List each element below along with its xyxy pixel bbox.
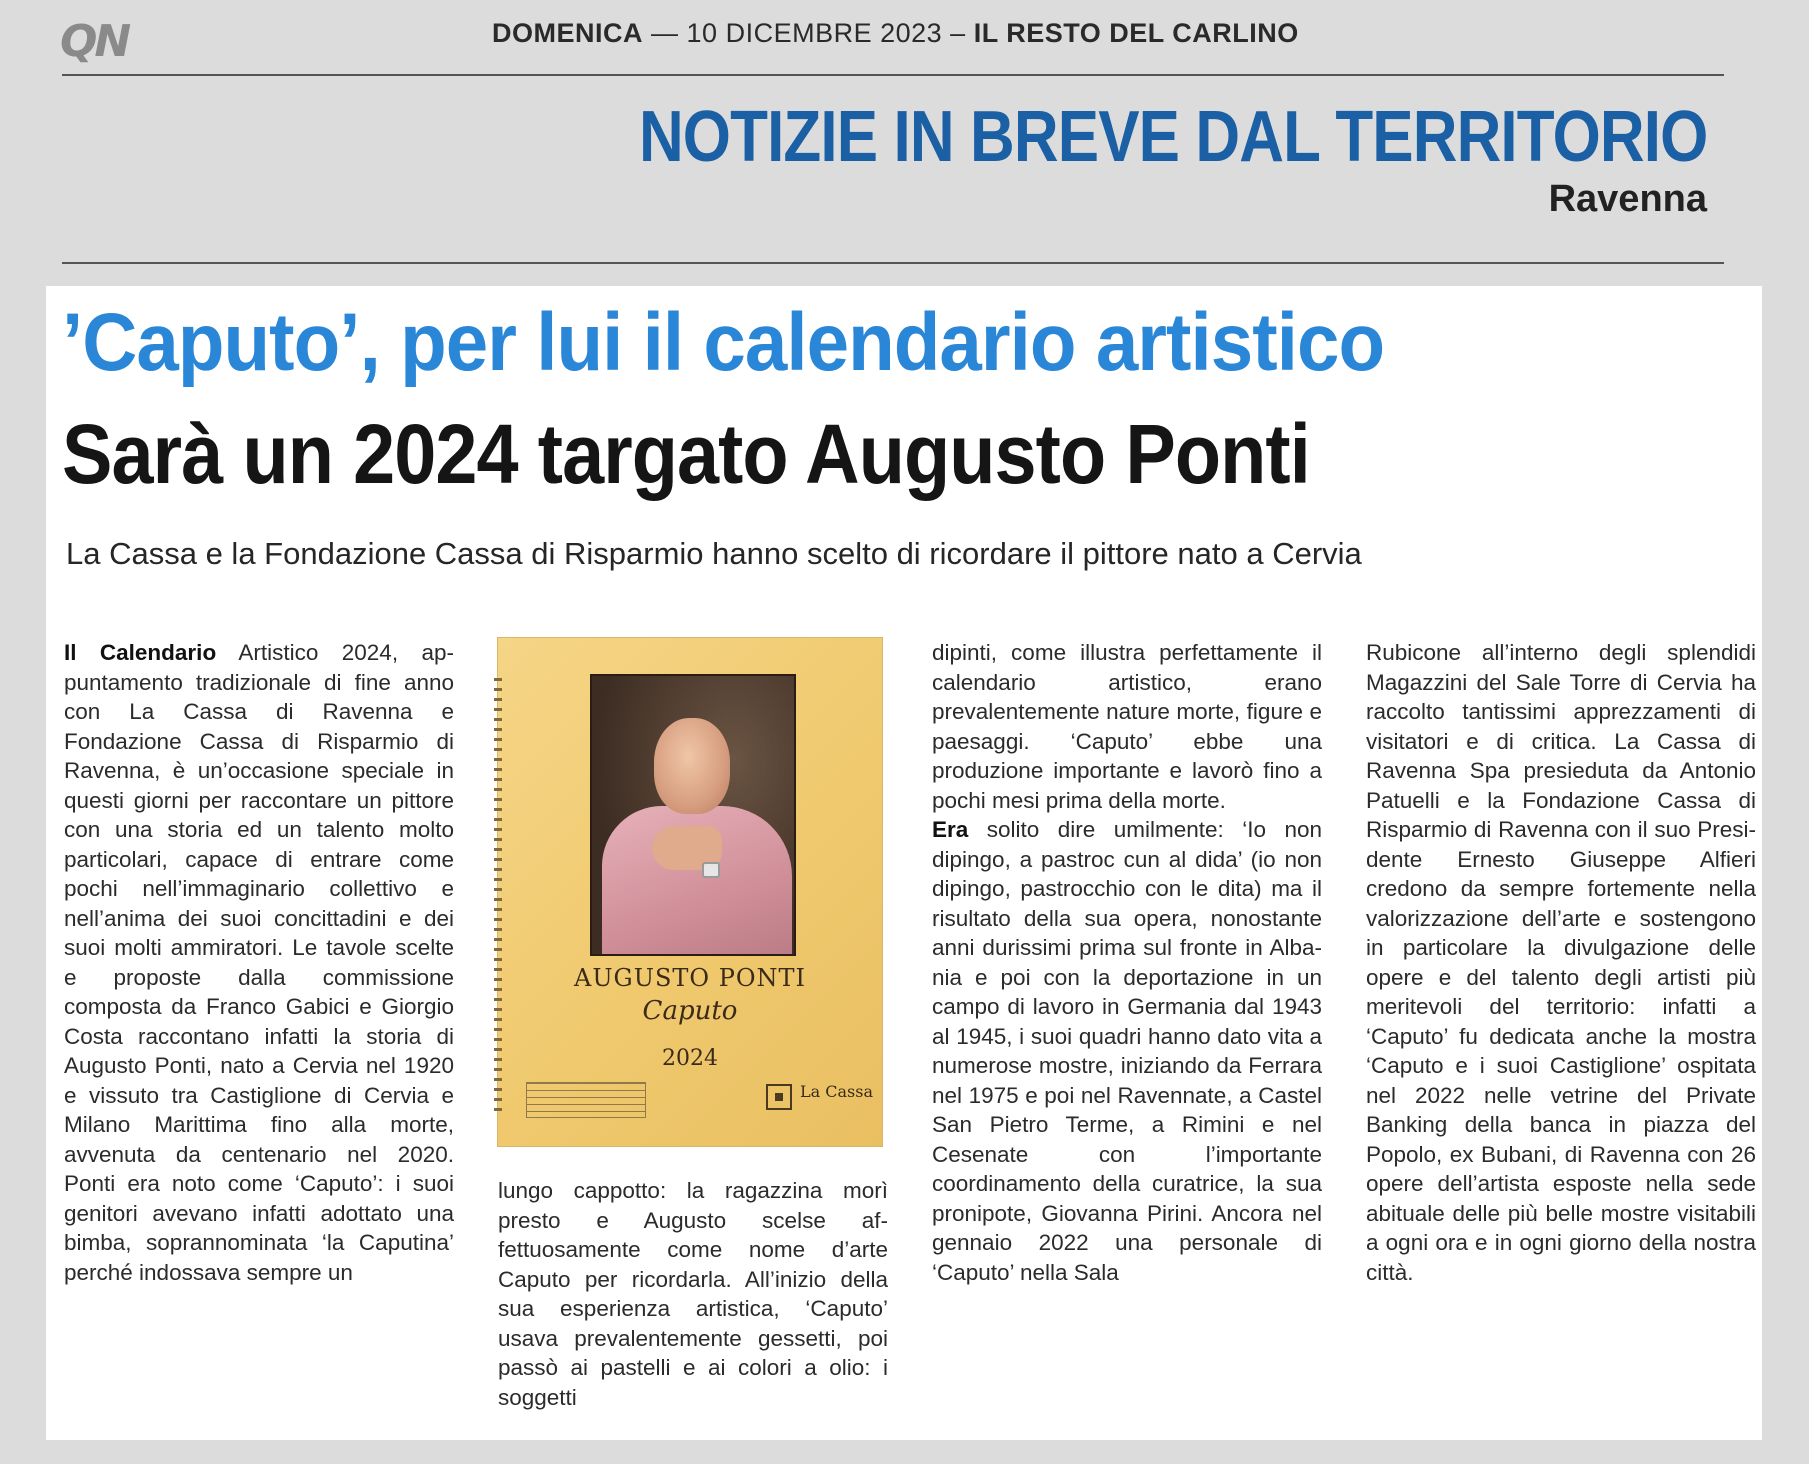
article-column-2 xyxy=(498,1176,888,1430)
portrait-photo xyxy=(590,674,796,956)
calendar-artist-name: AUGUSTO PONTI xyxy=(573,964,807,992)
column-text: lungo cappotto: la ragazzina morì presto e Augusto scelse affettuosamente come nome d’arte Caputo per ricordarla. All’inizio della sua esperienza artistica, ‘Caputo’ usava prevalentemente gessetti, poi passò ai pastelli e ai colori a olio: i soggetti xyxy=(498,1178,888,1410)
article-kicker: ’Caputo’, per lui il calendario artistico xyxy=(62,297,1385,388)
calendar-signature: Caputo xyxy=(642,996,738,1026)
bank-logo-icon xyxy=(766,1084,792,1110)
article-column-3 xyxy=(932,638,1322,1428)
article-subtitle: La Cassa e la Fondazione Cassa di Risparmio hanno scelto di ricordare il pittore nato a Cervia xyxy=(66,536,1362,571)
section-title: NOTIZIE IN BREVE DAL TERRITORIO xyxy=(638,97,1707,177)
article-title: Sarà un 2024 targato Augusto Ponti xyxy=(62,407,1310,501)
column-lead: Era xyxy=(932,817,969,842)
dateline-day: DOMENICA xyxy=(492,18,643,48)
dateline xyxy=(492,18,1299,49)
section-divider xyxy=(62,262,1724,264)
article-column-1 xyxy=(64,638,454,1428)
newspaper-logo: QN xyxy=(60,16,129,67)
calendar-bank-name: La Cassa xyxy=(800,1082,873,1101)
article-column-4 xyxy=(1366,638,1756,1428)
calendar-photo xyxy=(498,638,882,1146)
calendar-year: 2024 xyxy=(662,1046,718,1071)
section-city: Ravenna xyxy=(1548,178,1707,220)
top-divider xyxy=(62,74,1724,76)
column-text: solito dire umilmente: ‘Io non dipingo, a pastroc cun al dida’ (io non dipingo, pastrocchio con le dita) ma il risultato della sua opera, nonostante anni durissimi prima sul fronte in Albania e poi con la deportazione in un campo di lavoro in Germania dal 1943 al 1945, i suoi quadri hanno dato vita a numerose mostre, iniziando da Ferrara nel 1975 e poi nel Ravennate, a Castel San Pietro Terme, a Rimini e nel Cesenate con l’importante coordinamento della curatrice, la sua pronipote, Giovanna Pirini. Ancora nel gennaio 2022 una personale di ‘Caputo’ nella Sala xyxy=(932,817,1322,1285)
dateline-separator: — xyxy=(651,18,679,48)
column-text: dipinti, come illustra perfettamente il calendario artistico, erano prevalentemente nature morte, figure e paesaggi. ‘Caputo’ ebbe una produzione importante e lavorò fino a pochi mesi prima della morte. xyxy=(932,640,1322,813)
dateline-paper: IL RESTO DEL CARLINO xyxy=(973,18,1299,48)
dateline-date: 10 DICEMBRE 2023 xyxy=(686,18,943,48)
column-lead: Il Calendario xyxy=(64,640,217,665)
article-clipping xyxy=(46,286,1762,1440)
foundation-logo-icon xyxy=(526,1082,646,1118)
column-text: Rubicone all’interno degli splendidi Magazzini del Sale Torre di Cervia ha raccolto tantissimi apprezzamenti di visitatori e di critica. La Cassa di Ravenna Spa presieduta da Antonio Patuelli e la Fondazione Cassa di Risparmio di Ravenna con il suo Presidente Ernesto Giuseppe Alfieri credono da sempre fortemente nella valorizzazione dell’arte e sostengono in particolare la divulgazione delle opere e del talento degli artisti più meritevoli del territorio: infatti a ‘Caputo’ fu dedicata anche la mostra ‘Caputo e i suoi Castiglione’ ospitata nel 2022 nelle vetrine del Private Banking della banca in piazza del Popolo, ex Bubani, di Ravenna con 26 opere dell’artista esposte nella sede abituale delle più belle mostre visitabili a ogni ora e in ogni giorno della nostra città. xyxy=(1366,640,1756,1285)
dateline-separator: – xyxy=(950,18,966,48)
column-text: Artistico 2024, appuntamento tradizionale di fine anno con La Cassa di Ravenna e Fondazione Cassa di Risparmio di Ravenna, è un’occasione speciale in questi giorni per raccontare un pittore con una storia ed un talento molto particolari, capace di entrare come pochi nell’immaginario collettivo e nell’anima dei suoi concittadini e dei suoi molti ammiratori. Le tavole scelte e proposte dalla commissione composta da Franco Gabici e Giorgio Costa raccontano infatti la storia di Augusto Ponti, nato a Cervia nel 1920 e vissuto tra Castiglione di Cervia e Milano Marittima fino alla morte, avvenuta da centenario nel 2020. Ponti era noto come ‘Caputo’: i suoi genitori avevano infatti adottato una bimba, soprannominata ‘la Caputina’ perché indossava sempre un xyxy=(64,640,454,1285)
